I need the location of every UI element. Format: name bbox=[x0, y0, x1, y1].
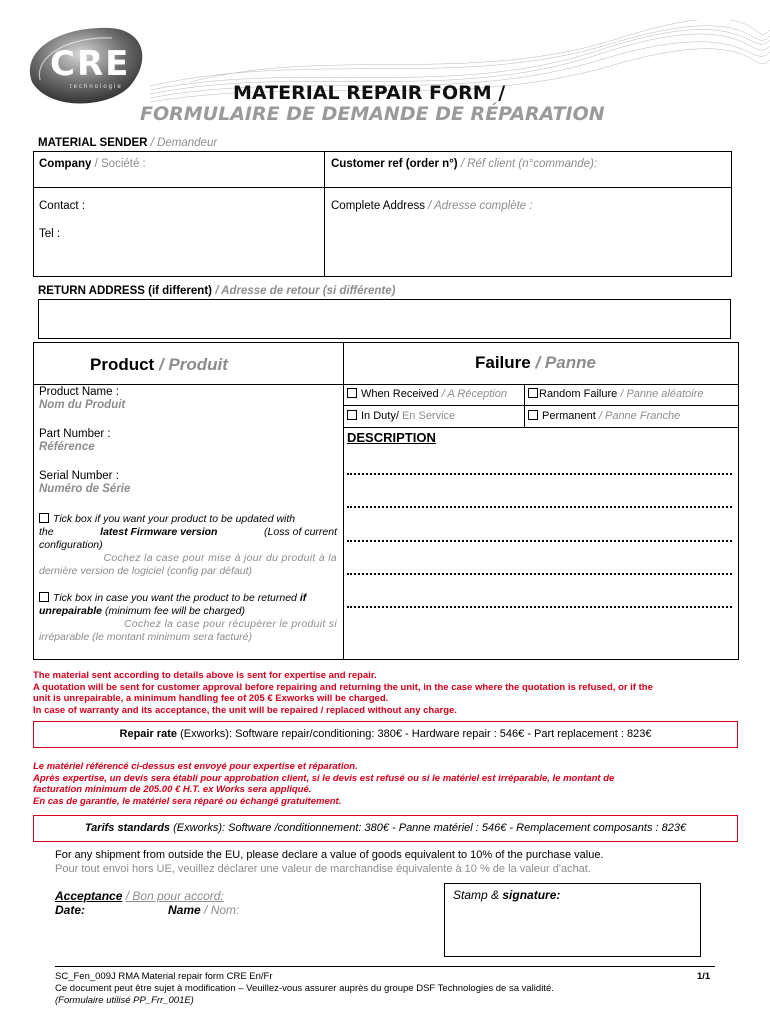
failure-in-duty[interactable]: In Duty/ En Service bbox=[347, 410, 455, 423]
failure-when-received[interactable]: When Received / A Réception bbox=[347, 388, 507, 401]
footer-form-ref: (Formulaire utilisé PP_Frr_001E) bbox=[55, 995, 194, 1006]
failure-option-row-line-1 bbox=[343, 405, 739, 406]
description-heading: DESCRIPTION bbox=[347, 430, 436, 445]
customer-ref-field[interactable]: Customer ref (order n°) / Réf client (n°commande): bbox=[331, 158, 598, 170]
permanent-checkbox[interactable] bbox=[528, 410, 538, 420]
company-field[interactable]: Company / Société : bbox=[39, 158, 146, 170]
product-name-field[interactable]: Product Name : Nom du Produit bbox=[39, 386, 126, 411]
form-title-fr: FORMULAIRE DE DEMANDE DE RÉPARATION bbox=[140, 103, 605, 125]
failure-heading: Failure / Panne bbox=[475, 353, 596, 372]
form-title-en: MATERIAL REPAIR FORM / bbox=[233, 82, 506, 104]
notice-fr: Le matériel référencé ci-dessus est envoyé pour expertise et réparation. Après expertise, un devis sera établi pour approbation client, si le devis est refusé ou si le matériel est irréparable, le montant de facturation minimum de 205.00 € H.T. ex Works sera appliqué. En cas de garantie, le matériel sera réparé ou échangé gratuitement. bbox=[33, 761, 615, 807]
complete-address-field[interactable]: Complete Address / Adresse complète : bbox=[331, 200, 533, 212]
page-number: 1/1 bbox=[697, 971, 711, 982]
description-line bbox=[347, 506, 732, 508]
logo-subtext: technologie bbox=[70, 84, 123, 90]
failure-header-line bbox=[343, 384, 739, 385]
description-line bbox=[347, 573, 732, 575]
tel-field[interactable]: Tel : bbox=[39, 228, 61, 240]
unrepairable-checkbox[interactable] bbox=[39, 592, 49, 602]
acceptance-label: Acceptance / Bon pour accord: bbox=[55, 889, 224, 903]
sender-heading: MATERIAL SENDER / Demandeur bbox=[38, 137, 218, 149]
name-field[interactable]: Name / Nom: bbox=[168, 903, 240, 917]
failure-random[interactable]: Random Failure / Panne aléatoire bbox=[528, 388, 704, 401]
product-header-line bbox=[33, 384, 343, 385]
contact-field[interactable]: Contact : bbox=[39, 200, 86, 212]
footer-validity-note: Ce document peut être sujet à modification – Veuillez-vous assurer auprès du groupe DSF Technologies de sa validité. bbox=[55, 983, 554, 994]
product-heading: Product / Produit bbox=[90, 355, 228, 374]
stamp-signature-label: Stamp & signature: bbox=[453, 888, 561, 902]
part-number-field[interactable]: Part Number : Référence bbox=[39, 428, 111, 453]
description-line bbox=[347, 540, 732, 542]
description-line bbox=[347, 473, 732, 475]
footer-doc-ref: SC_Fen_009J RMA Material repair form CRE En/Fr bbox=[55, 971, 273, 982]
description-line bbox=[347, 606, 732, 608]
footer-divider bbox=[55, 966, 715, 967]
failure-option-row-line-2 bbox=[343, 427, 739, 428]
return-address-label: RETURN ADDRESS (if different) / Adresse de retour (si différente) bbox=[38, 285, 396, 297]
failure-option-col-line bbox=[524, 384, 525, 427]
firmware-update-option[interactable]: Tick box if you want your product to be updated with the latest Firmware version (Loss of current configuration) Cochez la case pour mise à jour du produit à la dernière version de logiciel (config par défaut) bbox=[39, 513, 337, 577]
product-failure-divider bbox=[343, 342, 344, 660]
random-failure-checkbox[interactable] bbox=[528, 388, 538, 398]
cre-logo bbox=[20, 20, 150, 112]
sender-box-header-divider bbox=[33, 187, 732, 188]
serial-number-field[interactable]: Serial Number : Numéro de Série bbox=[39, 470, 131, 495]
when-received-checkbox[interactable] bbox=[347, 388, 357, 398]
tarifs-text: Tarifs standards (Exworks): Software /conditionnement: 380€ - Panne matériel : 546€ - Remplacement composants : 823€ bbox=[84, 822, 687, 834]
firmware-checkbox[interactable] bbox=[39, 513, 49, 523]
in-duty-checkbox[interactable] bbox=[347, 410, 357, 420]
shipment-note-en: For any shipment from outside the EU, please declare a value of goods equivalent to 10% of the purchase value. bbox=[55, 849, 604, 861]
shipment-note-fr: Pour tout envoi hors UE, veuillez déclarer une valeur de marchandise équivalente à 10 % de la valeur d'achat. bbox=[55, 863, 591, 875]
logo-text: CRE bbox=[50, 44, 131, 84]
repair-rate-text: Repair rate (Exworks): Software repair/conditioning: 380€ - Hardware repair : 546€ - Part replacement : 823€ bbox=[119, 728, 652, 740]
unrepairable-return-option[interactable]: Tick box in case you want the product to be returned if unrepairable (minimum fee will be charged) Cochez la case pour récupérer le produit si irréparable (le montant minimum sera facturé) bbox=[39, 592, 337, 643]
sender-box-vertical-divider bbox=[324, 151, 325, 277]
return-address-input[interactable] bbox=[38, 299, 731, 339]
failure-permanent[interactable]: Permanent / Panne Franche bbox=[528, 410, 680, 423]
date-field[interactable]: Date: bbox=[55, 903, 86, 917]
notice-en: The material sent according to details above is sent for expertise and repair. A quotation will be sent for customer approval before repairing and returning the unit, in the case where the quotation is refused, or if the unit is unrepairable, a minimum handling fee of 205 € Exworks will be charged. In case of warranty and its acceptance, the unit will be repaired / replaced without any charge. bbox=[33, 670, 653, 716]
